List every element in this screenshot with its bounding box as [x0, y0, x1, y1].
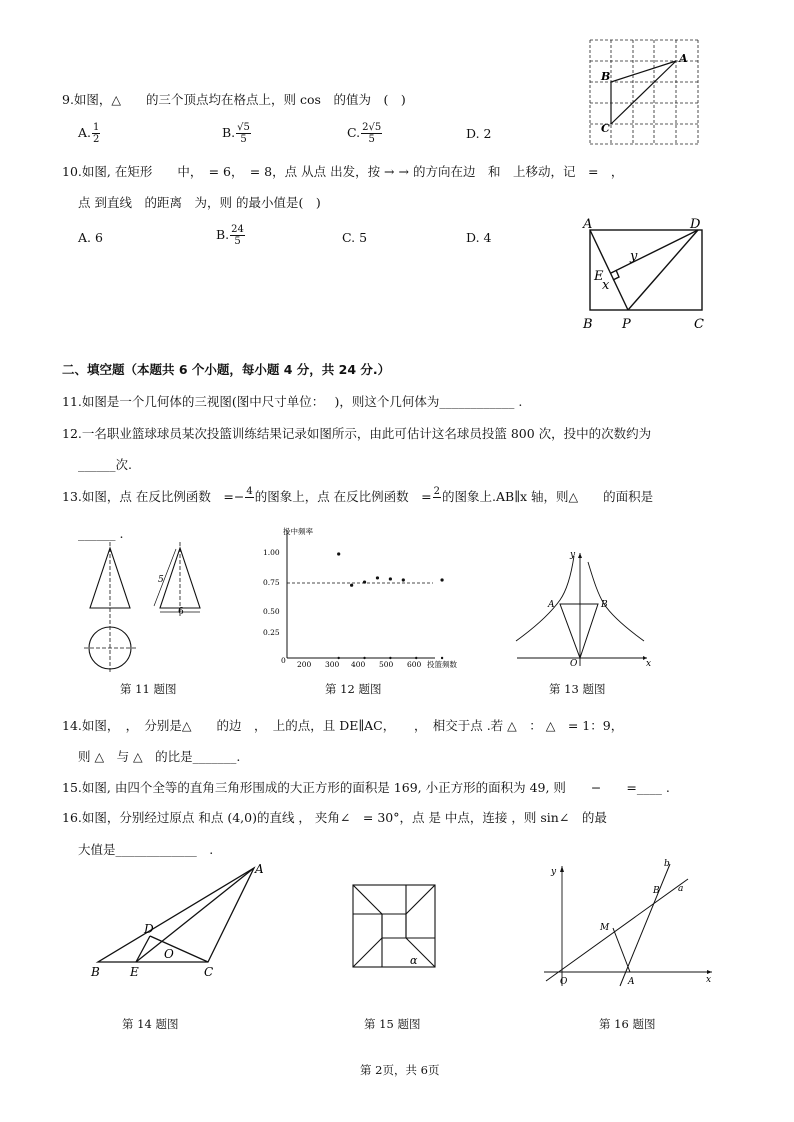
fig13-hyperbola-figure — [512, 548, 662, 668]
q10-label-x: x — [602, 278, 610, 293]
fig13-label-y: y — [570, 550, 576, 560]
q14-line1: 14.如图， ， 分别是△ 的边 ， 上的点，且 DE∥AC， ， 相交于点 .若 △ ： △ = 1：9， — [62, 718, 624, 733]
fig16-label-A: A — [628, 977, 635, 987]
fig12-xtick-mark — [337, 657, 339, 659]
fig13-label-A: A — [548, 600, 555, 610]
q9-option-a: A. $\frac{1}{2}$ — [78, 122, 100, 145]
q10-line1: 10.如图, 在矩形 中， = 6， = 8，点 从点 出发，按 → → 的方向在边 和 上移动，记 = ， — [62, 164, 624, 179]
q9-option-d: D. 2 — [466, 126, 492, 141]
q9-label-A: A — [679, 52, 688, 65]
fig16-label-O: O — [560, 977, 568, 987]
fig13-caption: 第 13 题图 — [549, 682, 606, 696]
q13-line2: ______ . — [78, 526, 124, 541]
fig12-xtick-mark — [389, 657, 391, 659]
fig12-ytick-1: 0.75 — [263, 578, 280, 587]
fig11-three-views — [80, 540, 220, 675]
fig16-lines-figure — [540, 856, 720, 991]
q10-label-D: D — [690, 217, 701, 232]
fig14-triangle-figure — [88, 860, 268, 985]
fig12-ytick-2: 0.50 — [263, 607, 280, 616]
q9-stem: 9.如图，△ 的三个顶点均在格点上，则 cos 的值为 ( ) — [62, 92, 406, 107]
fig16-label-y: y — [551, 867, 557, 877]
q10-option-a: A. 6 — [78, 230, 103, 245]
q9-option-c: C. $\frac{2√5}{5}$ — [347, 122, 382, 145]
fig14-caption: 第 14 题图 — [122, 1017, 179, 1031]
fig12-point — [350, 584, 353, 587]
fig14-label-B: B — [91, 965, 100, 979]
fig12-point — [363, 580, 366, 583]
q10-label-A: A — [583, 217, 593, 232]
fig12-point — [440, 578, 443, 581]
fig14-label-C: C — [204, 965, 214, 979]
q16-line1: 16.如图，分别经过原点 和点 (4,0)的直线 ， 夹角∠ = 30°，点 是 中点，连接 ，则 sin∠ 的最 — [62, 810, 607, 825]
fig12-xtick-mark — [363, 657, 365, 659]
fig16-label-M: M — [600, 923, 610, 933]
fig12-xtick-1: 300 — [325, 660, 340, 669]
q10-label-y: y — [630, 249, 638, 264]
fig14-label-A: A — [255, 862, 264, 876]
fig15-caption: 第 15 题图 — [364, 1017, 421, 1031]
fig12-ytick-3: 0.25 — [263, 628, 280, 637]
section2-title: 二、填空题（本题共 6 个小题，每小题 4 分，共 24 分.） — [62, 362, 391, 377]
fig12-xtick-mark — [441, 657, 443, 659]
q10-option-d: D. 4 — [466, 230, 492, 245]
fig12-xtick-0: 200 — [297, 660, 312, 669]
q11-text: 11.如图是一个几何体的三视图(图中尺寸单位： )，则这个几何体为____________ . — [62, 394, 523, 409]
q10-line2: 点 到直线 的距离 为，则 的最小值是( ) — [78, 195, 321, 210]
fig11-dim-slant: 5 — [158, 575, 164, 585]
fig16-caption: 第 16 题图 — [599, 1017, 656, 1031]
page-footer: 第 2页，共 6页 — [360, 1063, 440, 1077]
fig12-point — [337, 552, 340, 555]
fig12-xtick-4: 600 — [407, 660, 422, 669]
fig13-label-B: B — [601, 600, 608, 610]
fig12-point — [402, 578, 405, 581]
q9-grid-figure — [590, 40, 700, 146]
fig12-xtick-3: 500 — [379, 660, 394, 669]
fig12-chart — [255, 522, 465, 672]
fig12-origin: 0 — [281, 656, 286, 665]
q10-rectangle-figure — [580, 215, 710, 335]
fig12-x-title: 投篮频数 — [427, 660, 457, 669]
q10-option-c: C. 5 — [342, 230, 368, 245]
fig12-point — [389, 577, 392, 580]
q10-label-C: C — [694, 317, 704, 332]
q16-line2: 大值是_____________ . — [78, 842, 214, 857]
q14-line2: 则 △ 与 △ 的比是_______. — [78, 749, 241, 764]
fig16-label-x: x — [706, 975, 712, 985]
fig11-dim-base: 6 — [178, 607, 184, 617]
fig12-y-title: 投中频率 — [283, 527, 313, 536]
fig12-ytick-0: 1.00 — [263, 548, 280, 557]
q9-label-C: C — [601, 122, 610, 135]
q10-label-E: E — [594, 269, 604, 284]
fig14-label-D: D — [144, 922, 154, 936]
q10-label-B: B — [583, 317, 593, 332]
fig14-label-E: E — [130, 965, 139, 979]
fig12-caption: 第 12 题图 — [325, 682, 382, 696]
fig12-xtick-2: 400 — [351, 660, 366, 669]
q15-text: 15.如图, 由四个全等的直角三角形围成的大正方形的面积是 169, 小正方形的面积为 49, 则 − =____ . — [62, 780, 670, 795]
fig11-caption: 第 11 题图 — [120, 682, 177, 696]
fig16-label-B: B — [653, 886, 660, 896]
fig13-label-x: x — [646, 659, 652, 669]
q12-line2: ______次. — [78, 457, 132, 472]
fig16-label-a: a — [678, 884, 684, 894]
q13-line1: 13.如图，点 在反比例函数 =− 4 的图象上，点 在反比例函数 = 2 的图象上.AB∥x 轴，则△ 的面积是 — [62, 486, 654, 504]
fig12-xtick-mark — [415, 657, 417, 659]
fig15-label-alpha: α — [410, 954, 418, 967]
fig16-label-b: b — [664, 859, 670, 869]
fig15-square-figure — [352, 884, 436, 968]
q10-label-P: P — [622, 317, 631, 332]
fig14-label-O: O — [164, 947, 174, 961]
q9-option-b: B. $\frac{√5}{5}$ — [222, 122, 250, 145]
fig12-point — [376, 576, 379, 579]
q9-label-B: B — [601, 70, 611, 83]
q12-line1: 12.一名职业篮球球员某次投篮训练结果记录如图所示，由此可估计这名球员投篮 800 次，投中的次数约为 — [62, 426, 652, 441]
fig13-label-O: O — [570, 659, 578, 669]
q10-option-b: B. $\frac{24}{5}$ — [216, 224, 244, 247]
